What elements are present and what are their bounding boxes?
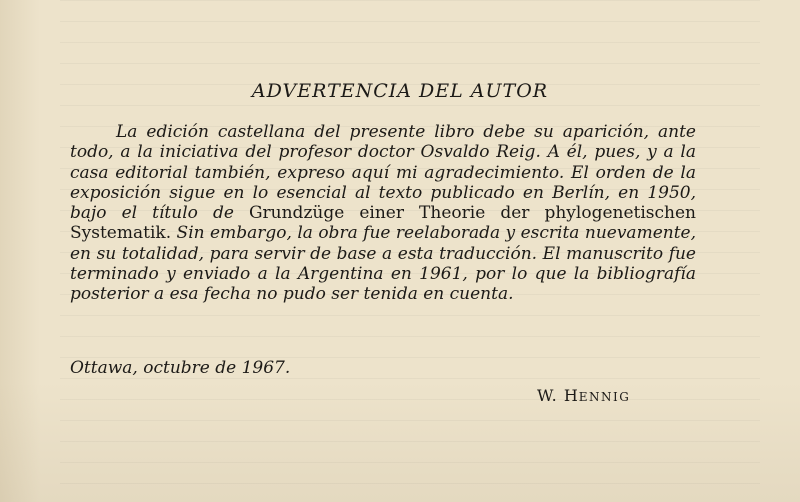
- paragraph-text-part1: La edición castellana del presente libro debe su aparición, ante todo, a la iniciativa del profesor doctor Osvaldo Reig. A él, pues, y a la casa editorial también, expreso aquí mi agradecimiento. El orden de la exposición sigue en lo esencial al texto publicado en Berlín, en 1950, bajo el título de: [70, 122, 696, 224]
- author-signature: [537, 386, 630, 405]
- signature-surname: ENNIG: [578, 390, 631, 404]
- paragraph-text-part2: Sin embargo, la obra fue reelaborada y escrita nuevamente, en su totalidad, para servir de base a esta traducción. El manuscrito fue terminado y enviado a la Argentina en 1961, por lo que la bibliografía posterior a esa fecha no pudo ser tenida en cuenta.: [70, 223, 696, 305]
- page-title: ADVERTENCIA DEL AUTOR: [251, 80, 549, 102]
- foreword-paragraph: [70, 122, 696, 305]
- signature-initial: W. H: [537, 386, 579, 405]
- book-title: Grundzüge einer Theorie der phylogenetischen Systematik.: [70, 203, 696, 244]
- place-and-date: Ottawa, octubre de 1967.: [70, 358, 291, 378]
